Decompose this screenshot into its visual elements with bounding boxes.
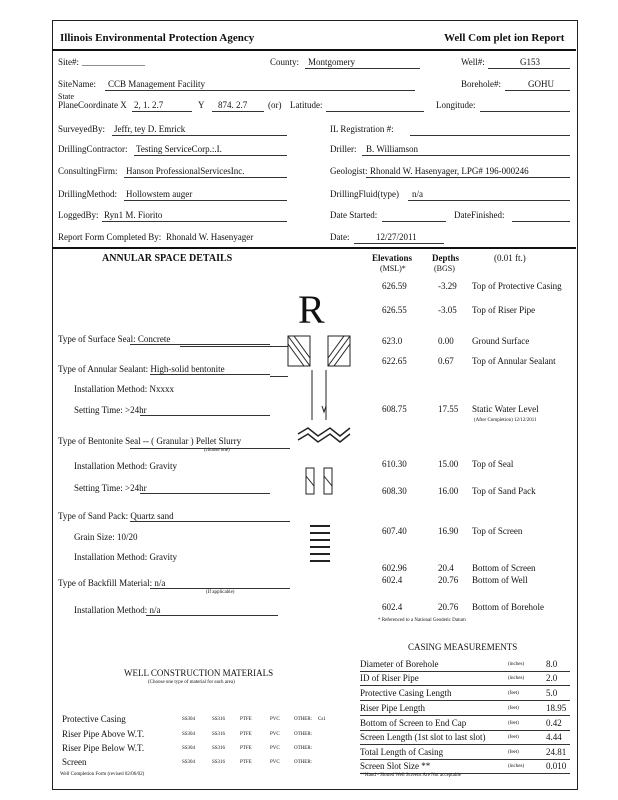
elevation-label: Ground Surface	[472, 336, 530, 346]
date-finished-underline	[512, 221, 570, 222]
elevation-label: Static Water Level	[472, 404, 539, 414]
casing-row-label: ID of Riser Pipe	[360, 673, 419, 683]
sand-install-row: Installation Method: Gravity	[74, 552, 177, 562]
casing-row-underline	[360, 730, 570, 731]
logged-underline	[102, 221, 287, 222]
casing-row-label: Screen Length (1st slot to last slot)	[360, 732, 486, 742]
material-option[interactable]: SS304	[182, 746, 196, 751]
il-reg-underline	[410, 135, 570, 136]
casing-row-unit: (feet)	[508, 706, 519, 711]
consulting-underline	[124, 177, 287, 178]
construction-subtitle: (Choose one type of material for each area)	[148, 680, 235, 685]
site-label: Site#:	[58, 57, 80, 67]
material-option[interactable]: OTHER:	[294, 717, 313, 722]
material-row-label: Riser Pipe Above W.T.	[62, 729, 145, 739]
material-option[interactable]: SS304	[182, 732, 196, 737]
casing-row-label: Screen Slot Size **	[360, 761, 431, 771]
plane-y-value: 874. 2.7	[218, 100, 248, 110]
casing-row-underline	[360, 715, 570, 716]
material-option[interactable]: PTFE	[240, 717, 252, 722]
borehole-underline	[505, 90, 570, 91]
annular-setting-row: Setting Time: >24hr	[74, 405, 147, 415]
drilling-contractor-label: DrillingContractor:	[58, 144, 128, 154]
annular-sealant-row: Type of Annular Sealant: High-solid bentonite	[58, 364, 225, 374]
depth-value: 15.00	[438, 459, 459, 469]
plane-label: PlaneCoordinate X	[58, 100, 127, 110]
elevation-label: Top of Riser Pipe	[472, 305, 536, 315]
longitude-underline	[480, 111, 570, 112]
backfill-install-row: Installation Method: n/a	[74, 605, 161, 615]
surveyed-underline	[112, 135, 287, 136]
casing-row-unit: (inches)	[508, 662, 525, 667]
casing-title: CASING MEASUREMENTS	[408, 642, 518, 652]
depth-value: 17.55	[438, 404, 459, 414]
site-value: ______________	[82, 57, 145, 67]
material-option[interactable]: OTHER:	[294, 732, 313, 737]
material-option[interactable]: SS316	[212, 732, 226, 737]
sitename-label: SiteName:	[58, 79, 96, 89]
elevations-header: Elevations	[372, 253, 413, 263]
plane-x-value: 2, 1. 2.7	[134, 100, 164, 110]
material-option[interactable]: OTHER:	[294, 760, 313, 765]
report-completed-value: Rhonald W. Hasenyager	[166, 232, 254, 242]
material-option[interactable]: PVC	[270, 717, 280, 722]
ref-note: * Referenced to a National Geodetic Datum	[378, 618, 466, 623]
driller-value: B. Williamson	[366, 144, 418, 154]
surface-seal-underline	[130, 344, 270, 345]
material-other-value: Cs1	[318, 717, 326, 722]
depth-value: 20.76	[438, 575, 459, 585]
geologist-underline	[366, 177, 570, 178]
casing-row-unit: (inches)	[508, 764, 525, 769]
casing-row-underline	[360, 744, 570, 745]
drilling-method-label: DrillingMethod:	[58, 189, 117, 199]
casing-row-value: 5.0	[546, 688, 558, 698]
depth-value: 0.67	[438, 356, 454, 366]
casing-row-underline	[360, 685, 570, 686]
depth-value: -3.29	[438, 281, 457, 291]
static-note: (After Completion) 12/12/2011	[474, 418, 537, 423]
date-finished-label: DateFinished:	[454, 210, 505, 220]
elevation-value: 610.30	[382, 459, 407, 469]
elevation-label: Top of Seal	[472, 459, 514, 469]
casing-row-unit: (inches)	[508, 676, 525, 681]
casing-row-value: 8.0	[546, 659, 558, 669]
state-label: State	[58, 92, 74, 101]
report-title: Well Com plet ion Report	[444, 32, 565, 44]
annular-install-row: Installation Method: Nxxxx	[74, 384, 174, 394]
section-rule	[52, 247, 576, 249]
il-reg-label: IL Registration #:	[330, 124, 394, 134]
casing-row-unit: (feet)	[508, 691, 519, 696]
bentonite-setting-underline	[140, 493, 270, 494]
drilling-method-underline	[124, 200, 287, 201]
well-value: G153	[520, 57, 540, 67]
borehole-value: GOHU	[528, 79, 554, 89]
or-label: (or)	[268, 100, 282, 110]
plane-y-label: Y	[198, 100, 205, 110]
consulting-value: Hanson ProfessionalServicesInc.	[126, 166, 245, 176]
bentonite-setting-row: Setting Time: >24hr	[74, 483, 147, 493]
latitude-label: Latitude:	[290, 100, 323, 110]
annular-title: ANNULAR SPACE DETAILS	[102, 253, 233, 264]
elevation-label: Bottom of Well	[472, 575, 528, 585]
casing-row-underline	[360, 759, 570, 760]
drilling-fluid-value: n/a	[412, 189, 423, 199]
county-underline	[305, 68, 420, 69]
latitude-underline	[326, 111, 424, 112]
annular-setting-underline	[140, 415, 270, 416]
drilling-method-value: Hollowstem auger	[126, 189, 193, 199]
leader-sand	[130, 521, 290, 522]
logged-value: Ryn1 M. Fiorito	[104, 210, 163, 220]
date-started-label: Date Started:	[330, 210, 378, 220]
backfill-note: (If applicable)	[206, 590, 235, 595]
elevation-label: Top of Protective Casing	[472, 281, 562, 291]
consulting-label: ConsultingFirm:	[58, 166, 118, 176]
plane-y-underline	[212, 111, 264, 112]
well-diagram	[284, 330, 364, 620]
material-option[interactable]: SS316	[212, 717, 226, 722]
grain-size-row: Grain Size: 10/20	[74, 532, 138, 542]
material-option[interactable]: PVC	[270, 760, 280, 765]
casing-row-label: Bottom of Screen to End Cap	[360, 718, 467, 728]
agency-title: Illinois Environmental Protection Agency	[60, 32, 255, 44]
surface-seal-row: Type of Surface Seal: Concrete	[58, 334, 171, 344]
elevation-value: 602.4	[382, 602, 403, 612]
elevation-value: 626.59	[382, 281, 407, 291]
elevation-value: 602.96	[382, 563, 407, 573]
elevation-label: Top of Annular Sealant	[472, 356, 556, 366]
longitude-label: Longitude:	[436, 100, 476, 110]
drilling-fluid-label: DrillingFluid(type)	[330, 189, 399, 199]
casing-row-value: 4.44	[546, 732, 562, 742]
borehole-label: Borehole#:	[461, 79, 501, 89]
depth-value: 16.00	[438, 486, 459, 496]
logged-label: LoggedBy:	[58, 210, 99, 220]
elevation-value: 626.55	[382, 305, 407, 315]
geologist-label: Geologist:	[330, 166, 368, 176]
elevation-value: 608.30	[382, 486, 407, 496]
elevation-label: Bottom of Screen	[472, 563, 536, 573]
material-option[interactable]: OTHER:	[294, 746, 313, 751]
leader-surface	[180, 346, 288, 347]
diagram-letter: R	[298, 287, 325, 332]
elevation-value: 608.75	[382, 404, 407, 414]
casing-row-underline	[360, 700, 570, 701]
date-underline	[354, 243, 444, 244]
casing-row-value: 0.010	[546, 761, 567, 771]
geologist-value: Rhonald W. Hasenyager, LPG# 196-000246	[370, 166, 529, 176]
material-option[interactable]: SS316	[212, 760, 226, 765]
date-value: 12/27/2011	[376, 232, 417, 242]
casing-row-label: Protective Casing Length	[360, 688, 452, 698]
drilling-fluid-underline	[408, 200, 570, 201]
construction-title: WELL CONSTRUCTION MATERIALS	[124, 668, 274, 678]
depths-header: Depths	[432, 253, 460, 263]
elevation-label: Top of Sand Pack	[472, 486, 536, 496]
driller-underline	[362, 155, 570, 156]
casing-footnote: **Hand - Slotted Well Screens Are Not acceptable	[360, 773, 462, 778]
casing-row-value: 0.42	[546, 718, 562, 728]
county-value: Montgomery	[308, 57, 355, 67]
elevations-sub: (MSL)*	[380, 264, 406, 273]
leader-bentonite	[130, 448, 290, 449]
material-option[interactable]: SS304	[182, 760, 196, 765]
plane-x-underline	[132, 111, 192, 112]
material-option[interactable]: PTFE	[240, 760, 252, 765]
casing-row-value: 18.95	[546, 703, 567, 713]
bentonite-install-row: Installation Method: Gravity	[74, 461, 177, 471]
depths-sub: (BGS)	[434, 264, 455, 273]
depth-value: 20.76	[438, 602, 459, 612]
report-completed-label: Report Form Completed By:	[58, 232, 162, 242]
backfill-install-underline	[146, 615, 278, 616]
elevation-value: 602.4	[382, 575, 403, 585]
drilling-contractor-underline	[134, 155, 287, 156]
bentonite-note: (choose one)	[204, 448, 230, 453]
material-row-label: Protective Casing	[62, 714, 126, 724]
depth-value: 20.4	[438, 563, 454, 573]
annular-sealant-underline	[150, 374, 270, 375]
unit-header: (0.01 ft.)	[494, 253, 526, 263]
material-option[interactable]: PTFE	[240, 746, 252, 751]
date-started-underline	[382, 221, 446, 222]
surveyed-value: Jeffr, tey D. Emrick	[114, 124, 186, 134]
elevation-value: 607.40	[382, 526, 407, 536]
header-rule	[52, 49, 576, 51]
casing-row-value: 24.81	[546, 747, 567, 757]
drilling-contractor-value: Testing ServiceCorp.:.I.	[136, 144, 222, 154]
material-option[interactable]: SS316	[212, 746, 226, 751]
well-label: Well#:	[461, 57, 485, 67]
driller-label: Driller:	[330, 144, 357, 154]
material-row-label: Riser Pipe Below W.T.	[62, 743, 145, 753]
elevation-label: Bottom of Borehole	[472, 602, 544, 612]
county-label: County:	[270, 57, 300, 67]
casing-row-unit: (feet)	[508, 721, 519, 726]
date-label: Date:	[330, 232, 350, 242]
form-footer: Well Completion Form (revised 02/06/02)	[60, 772, 145, 777]
casing-row-value: 2.0	[546, 673, 558, 683]
sitename-value: CCB Management Facility	[108, 79, 205, 89]
casing-row-unit: (feet)	[508, 750, 519, 755]
material-option[interactable]: PVC	[270, 732, 280, 737]
bentonite-seal-row: Type of Bentonite Seal -- ( Granular ) Pellet Slurry	[58, 436, 242, 446]
elevation-value: 623.0	[382, 336, 403, 346]
backfill-row: Type of Backfill Material: n/a	[58, 578, 166, 588]
casing-row-unit: (feet)	[508, 735, 519, 740]
elevation-value: 622.65	[382, 356, 407, 366]
elevation-label: Top of Screen	[472, 526, 523, 536]
well-underline	[488, 68, 570, 69]
material-option[interactable]: SS304	[182, 717, 196, 722]
casing-row-label: Total Length of Casing	[360, 747, 444, 757]
depth-value: -3.05	[438, 305, 457, 315]
sitename-underline	[105, 90, 415, 91]
material-option[interactable]: PVC	[270, 746, 280, 751]
depth-value: 16.90	[438, 526, 459, 536]
material-option[interactable]: PTFE	[240, 732, 252, 737]
sand-pack-row: Type of Sand Pack: Quartz sand	[58, 511, 174, 521]
leader-backfill	[150, 588, 290, 589]
casing-row-underline	[360, 671, 570, 672]
depth-value: 0.00	[438, 336, 454, 346]
material-row-label: Screen	[62, 757, 87, 767]
surveyed-label: SurveyedBy:	[58, 124, 105, 134]
casing-row-label: Riser Pipe Length	[360, 703, 425, 713]
casing-row-label: Diameter of Borehole	[360, 659, 439, 669]
